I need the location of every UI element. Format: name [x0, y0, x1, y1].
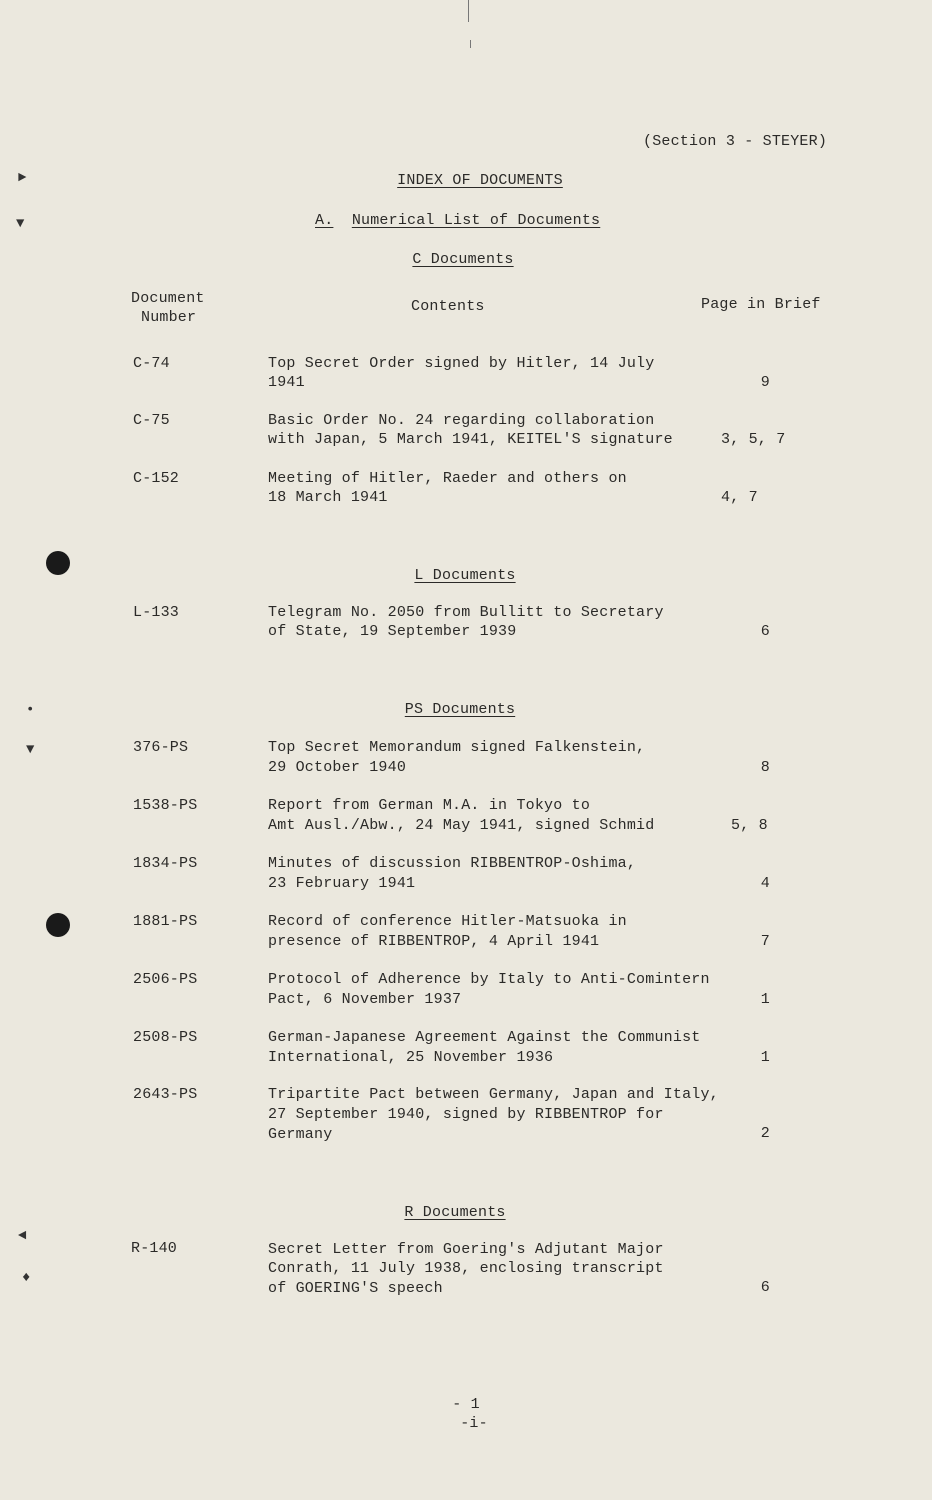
doc-number: 2508-PS	[133, 1029, 198, 1046]
doc-page: 7	[760, 933, 770, 950]
doc-page: 1	[760, 1049, 770, 1066]
doc-contents: Pact, 6 November 1937	[268, 991, 462, 1008]
doc-contents: Secret Letter from Goering's Adjutant Major	[268, 1241, 664, 1258]
doc-contents: Germany	[268, 1126, 333, 1143]
group-heading: L Documents	[414, 567, 516, 584]
doc-contents: Meeting of Hitler, Raeder and others on	[268, 470, 627, 487]
doc-number: 2643-PS	[133, 1086, 198, 1103]
page-number: -i-	[460, 1415, 488, 1432]
doc-contents: 29 October 1940	[268, 759, 407, 776]
doc-contents: 27 September 1940, signed by RIBBENTROP for	[268, 1106, 664, 1123]
margin-mark: ►	[18, 170, 27, 186]
doc-number: 1881-PS	[133, 913, 198, 930]
doc-number: 1834-PS	[133, 855, 198, 872]
doc-number: 1538-PS	[133, 797, 198, 814]
doc-page: 3, 5, 7	[721, 431, 786, 448]
scan-mark	[470, 40, 471, 48]
group-heading: C Documents	[412, 251, 514, 268]
column-header-page: Page in Brief	[701, 296, 821, 313]
doc-contents: Minutes of discussion RIBBENTROP-Oshima,	[268, 855, 637, 872]
subtitle-text: Numerical List of Documents	[351, 212, 601, 229]
doc-page: 2	[760, 1125, 770, 1142]
doc-number: R-140	[131, 1240, 178, 1257]
doc-contents: Top Secret Memorandum signed Falkenstein,	[268, 739, 646, 756]
doc-page: 5, 8	[731, 817, 768, 834]
doc-page: 4, 7	[721, 489, 758, 506]
page-title: INDEX OF DOCUMENTS	[397, 172, 563, 189]
doc-number: 376-PS	[133, 739, 189, 756]
doc-number: L-133	[133, 604, 180, 621]
doc-contents: Conrath, 11 July 1938, enclosing transcript	[268, 1260, 664, 1277]
doc-page: 6	[760, 1279, 770, 1296]
doc-contents: Amt Ausl./Abw., 24 May 1941, signed Schmid	[268, 817, 655, 834]
doc-contents: Top Secret Order signed by Hitler, 14 July	[268, 355, 655, 372]
doc-contents: of GOERING'S speech	[268, 1280, 443, 1297]
column-header-number: Number	[141, 309, 197, 326]
doc-contents: Report from German M.A. in Tokyo to	[268, 797, 591, 814]
scan-mark	[468, 0, 469, 22]
doc-contents: presence of RIBBENTROP, 4 April 1941	[268, 933, 600, 950]
subtitle	[315, 211, 600, 230]
doc-contents: Basic Order No. 24 regarding collaboration	[268, 412, 655, 429]
margin-mark: ♦	[22, 1270, 31, 1286]
doc-page: 1	[760, 991, 770, 1008]
group-heading: R Documents	[404, 1204, 506, 1221]
section-label: (Section 3 - STEYER)	[643, 133, 828, 150]
doc-number: C-74	[133, 355, 170, 372]
subtitle-letter: A.	[315, 212, 334, 229]
doc-contents: 18 March 1941	[268, 489, 388, 506]
doc-number: 2506-PS	[133, 971, 198, 988]
page-number: - 1	[452, 1396, 480, 1413]
doc-contents: International, 25 November 1936	[268, 1049, 554, 1066]
doc-page: 6	[760, 623, 770, 640]
doc-contents: of State, 19 September 1939	[268, 623, 517, 640]
doc-page: 8	[760, 759, 770, 776]
doc-contents: with Japan, 5 March 1941, KEITEL'S signature	[268, 431, 673, 448]
margin-mark: ◄	[18, 1228, 27, 1244]
doc-contents: Telegram No. 2050 from Bullitt to Secretary	[268, 604, 664, 621]
doc-contents: 1941	[268, 374, 305, 391]
column-header-number: Document	[131, 290, 205, 307]
doc-contents: Record of conference Hitler-Matsuoka in	[268, 913, 627, 930]
margin-mark: ▼	[26, 742, 35, 758]
doc-number: C-75	[133, 412, 170, 429]
doc-number: C-152	[133, 470, 180, 487]
group-heading: PS Documents	[404, 701, 516, 718]
doc-contents: Protocol of Adherence by Italy to Anti-Comintern	[268, 971, 710, 988]
doc-contents: Tripartite Pact between Germany, Japan and Italy,	[268, 1086, 719, 1103]
doc-contents: 23 February 1941	[268, 875, 416, 892]
doc-page: 4	[760, 875, 770, 892]
margin-mark: ▼	[16, 216, 25, 232]
margin-mark: •	[26, 702, 35, 718]
column-header-contents: Contents	[411, 298, 485, 315]
punch-hole	[46, 551, 70, 575]
doc-page: 9	[760, 374, 770, 391]
punch-hole	[46, 913, 70, 937]
doc-contents: German-Japanese Agreement Against the Communist	[268, 1029, 701, 1046]
